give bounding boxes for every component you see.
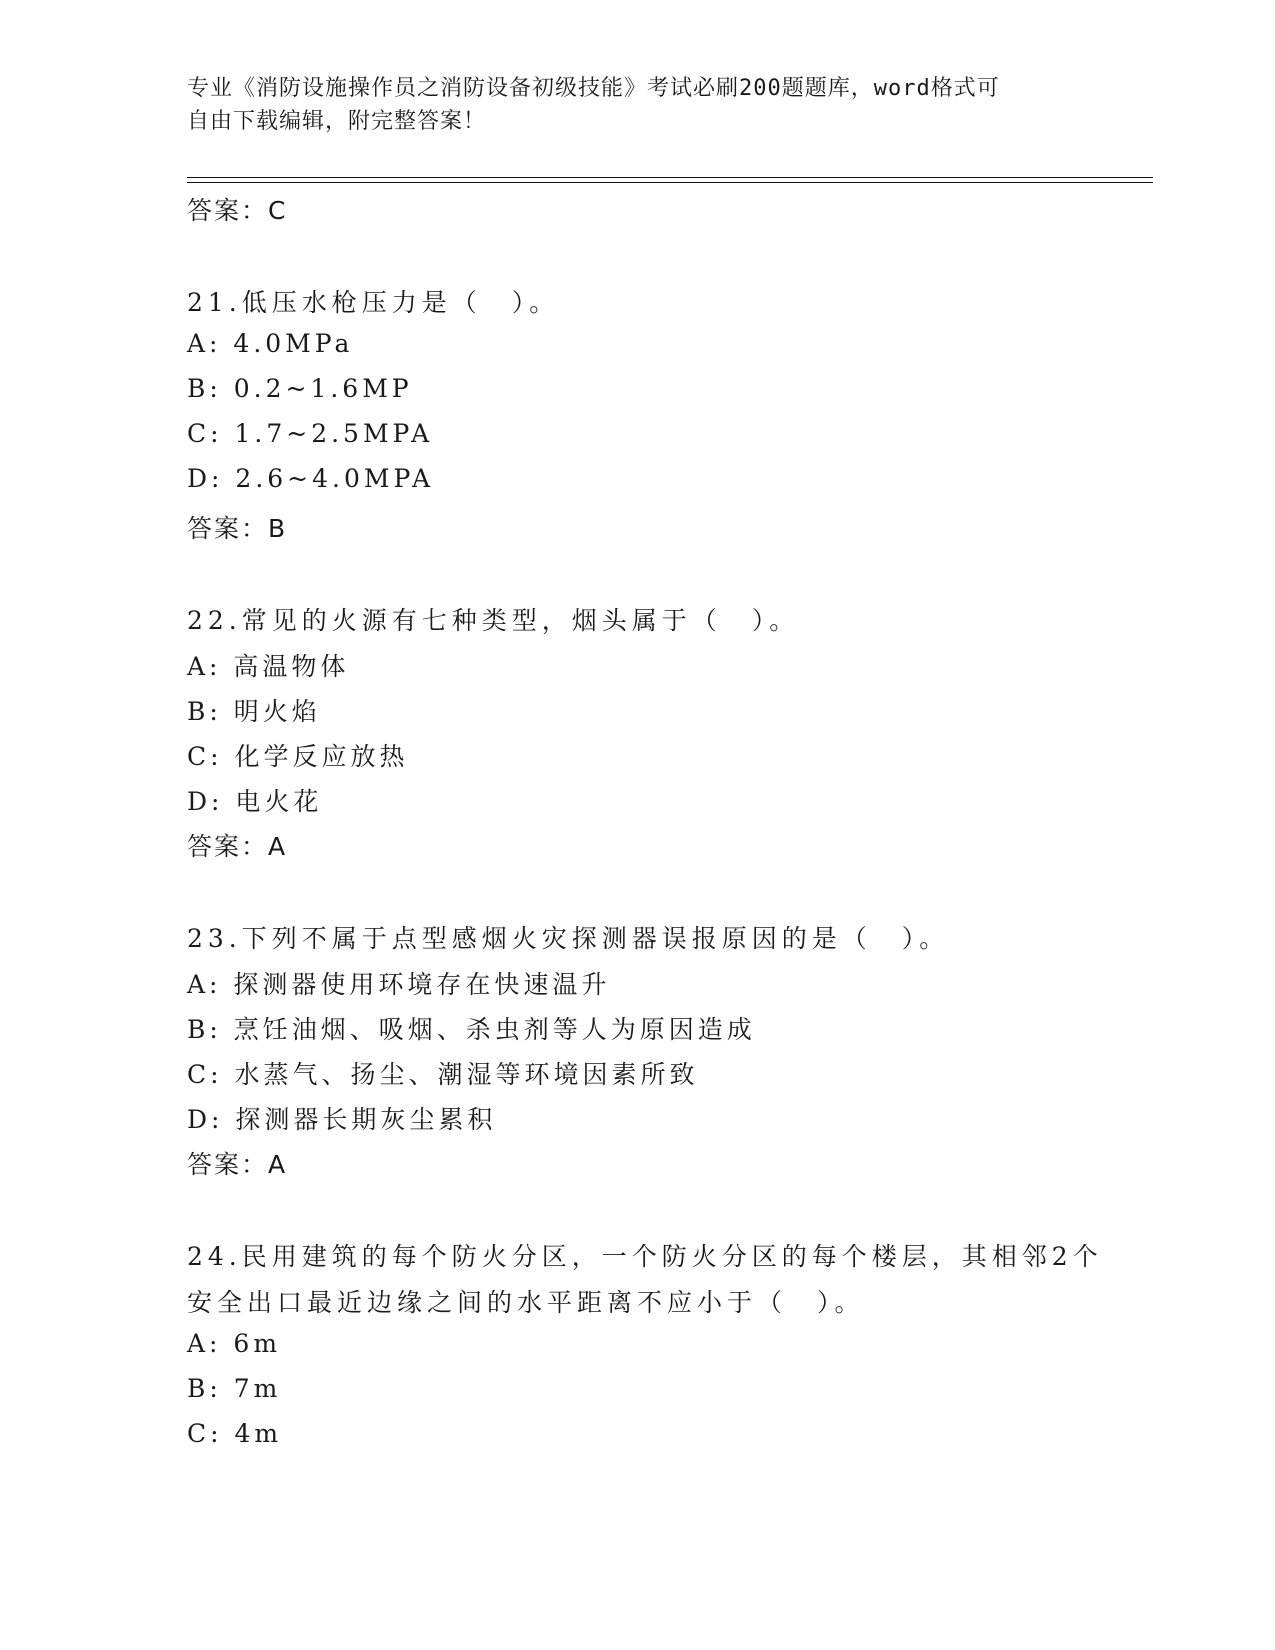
header-line-1: 专业《消防设施操作员之消防设备初级技能》考试必刷200题题库，word格式可 bbox=[187, 76, 1000, 101]
option-b: B: 明火焰 bbox=[187, 697, 321, 726]
option-b: B: 7m bbox=[187, 1374, 282, 1403]
option-b: B: 0.2~1.6MP bbox=[187, 374, 413, 403]
question-text: 23.下列不属于点型感烟火灾探测器误报原因的是（ ）。 bbox=[187, 924, 950, 953]
option-c: C: 水蒸气、扬尘、潮湿等环境因素所致 bbox=[187, 1060, 699, 1089]
header-line-2: 自由下载编辑，附完整答案！ bbox=[187, 109, 487, 134]
document-header bbox=[187, 72, 1067, 138]
answer-line: 答案：C bbox=[187, 196, 288, 225]
answer-line: 答案：A bbox=[187, 1150, 288, 1179]
option-c: C: 4m bbox=[187, 1419, 283, 1448]
option-d: D: 2.6~4.0MPA bbox=[187, 464, 435, 493]
option-a: A: 4.0MPa bbox=[187, 329, 354, 358]
option-c: C: 1.7~2.5MPA bbox=[187, 419, 434, 448]
option-b: B: 烹饪油烟、吸烟、杀虫剂等人为原因造成 bbox=[187, 1015, 756, 1044]
option-a: A: 高温物体 bbox=[187, 652, 350, 681]
option-a: A: 6m bbox=[187, 1329, 282, 1358]
question-text: 24.民用建筑的每个防火分区，一个防火分区的每个楼层，其相邻2个 bbox=[187, 1242, 1103, 1271]
question-text: 21.低压水枪压力是（ ）。 bbox=[187, 288, 560, 317]
answer-line: 答案：B bbox=[187, 514, 288, 543]
answer-line: 答案：A bbox=[187, 832, 288, 861]
option-c: C: 化学反应放热 bbox=[187, 742, 409, 771]
option-d: D: 电火花 bbox=[187, 787, 323, 816]
question-text: 22.常见的火源有七种类型，烟头属于（ ）。 bbox=[187, 606, 800, 635]
option-a: A: 探测器使用环境存在快速温升 bbox=[187, 970, 611, 999]
header-rule-bottom bbox=[187, 182, 1153, 183]
question-text-continued: 安全出口最近边缘之间的水平距离不应小于（ ）。 bbox=[187, 1288, 865, 1317]
option-d: D: 探测器长期灰尘累积 bbox=[187, 1105, 497, 1134]
header-rule-top bbox=[187, 177, 1153, 178]
